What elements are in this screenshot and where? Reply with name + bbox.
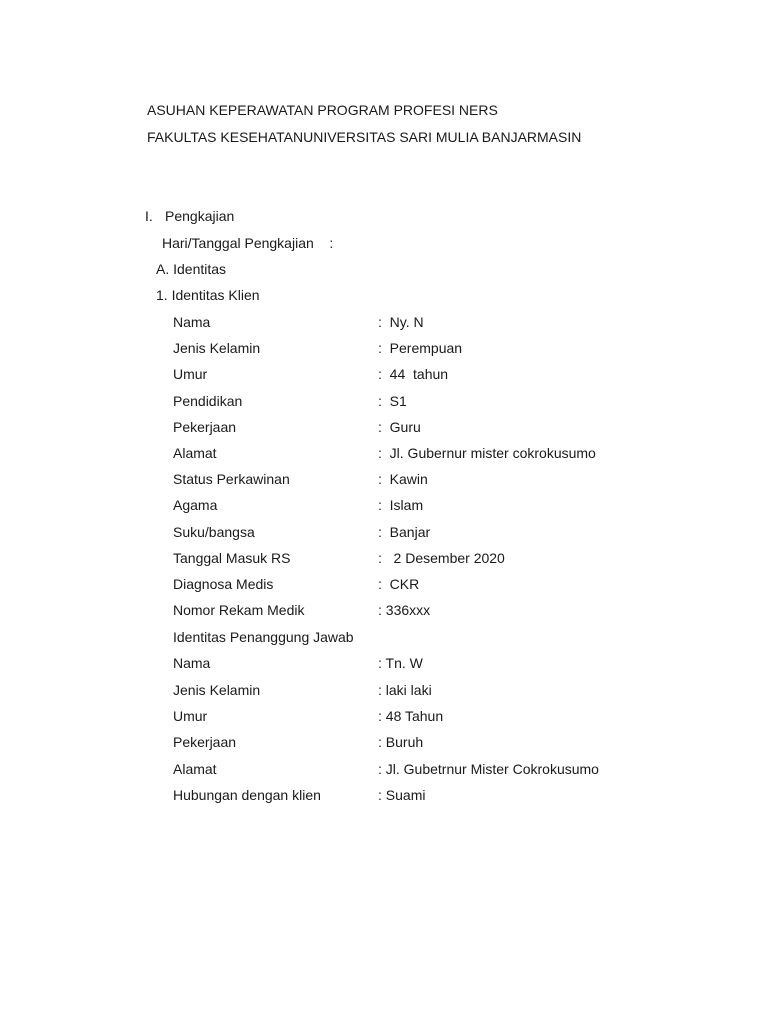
field-value: : Ny. N xyxy=(378,314,424,330)
field-label: Jenis Kelamin xyxy=(173,682,261,698)
field-label: Alamat xyxy=(173,445,217,461)
field-value: : Jl. Gubetrnur Mister Cokrokusumo xyxy=(378,761,599,777)
client-row xyxy=(173,601,733,619)
client-row xyxy=(173,418,733,436)
field-value: : 336xxx xyxy=(378,602,431,618)
client-row xyxy=(173,496,733,514)
field-value: : S1 xyxy=(378,393,407,409)
client-row xyxy=(173,339,733,357)
client-row xyxy=(173,470,733,488)
field-label: Alamat xyxy=(173,761,217,777)
field-value: : Kawin xyxy=(378,471,428,487)
field-label: Nomor Rekam Medik xyxy=(173,602,305,618)
field-label: Nama xyxy=(173,314,211,330)
field-label: Pekerjaan xyxy=(173,734,237,750)
field-label: Status Perkawinan xyxy=(173,471,290,487)
header-title-line1: ASUHAN KEPERAWATAN PROGRAM PROFESI NERS xyxy=(147,102,498,118)
field-label: Umur xyxy=(173,708,208,724)
field-value: : Guru xyxy=(378,419,421,435)
field-value: : Tn. W xyxy=(378,655,423,671)
field-value: : Jl. Gubernur mister cokrokusumo xyxy=(378,445,596,461)
guardian-row xyxy=(173,654,733,672)
client-row xyxy=(173,523,733,541)
guardian-row xyxy=(173,733,733,751)
field-label: Jenis Kelamin xyxy=(173,340,261,356)
field-value: : 48 Tahun xyxy=(378,708,444,724)
field-value: : Islam xyxy=(378,497,424,513)
client-row xyxy=(173,392,733,410)
section-number: I. xyxy=(145,208,153,224)
field-label: Diagnosa Medis xyxy=(173,576,274,592)
subsection-identitas: A. Identitas xyxy=(156,261,227,277)
field-label: Pendidikan xyxy=(173,393,243,409)
client-row xyxy=(173,575,733,593)
field-label: Pekerjaan xyxy=(173,419,237,435)
client-identity-heading: 1. Identitas Klien xyxy=(156,287,260,303)
field-value: : Perempuan xyxy=(378,340,463,356)
field-label: Suku/bangsa xyxy=(173,524,255,540)
guardian-row xyxy=(173,786,733,804)
field-value: : Suami xyxy=(378,787,426,803)
section-title: Pengkajian xyxy=(165,208,235,224)
field-value: : laki laki xyxy=(378,682,432,698)
client-row xyxy=(173,365,733,383)
field-value: : 2 Desember 2020 xyxy=(378,550,505,566)
field-label: Umur xyxy=(173,366,208,382)
guardian-row xyxy=(173,681,733,699)
field-label: Nama xyxy=(173,655,211,671)
field-value: : Banjar xyxy=(378,524,431,540)
field-value: : Buruh xyxy=(378,734,424,750)
client-row xyxy=(173,444,733,462)
field-value: : 44 tahun xyxy=(378,366,449,382)
client-row xyxy=(173,313,733,331)
header-title-line2: FAKULTAS KESEHATANUNIVERSITAS SARI MULIA BANJARMASIN xyxy=(147,129,582,145)
field-label: Hubungan dengan klien xyxy=(173,787,321,803)
guardian-identity-heading: Identitas Penanggung Jawab xyxy=(173,629,354,645)
guardian-row xyxy=(173,707,733,725)
client-row xyxy=(173,549,733,567)
guardian-row xyxy=(173,760,733,778)
field-value: : CKR xyxy=(378,576,420,592)
field-label: Agama xyxy=(173,497,218,513)
field-label: Tanggal Masuk RS xyxy=(173,550,291,566)
assessment-date-label: Hari/Tanggal Pengkajian : xyxy=(162,235,334,251)
